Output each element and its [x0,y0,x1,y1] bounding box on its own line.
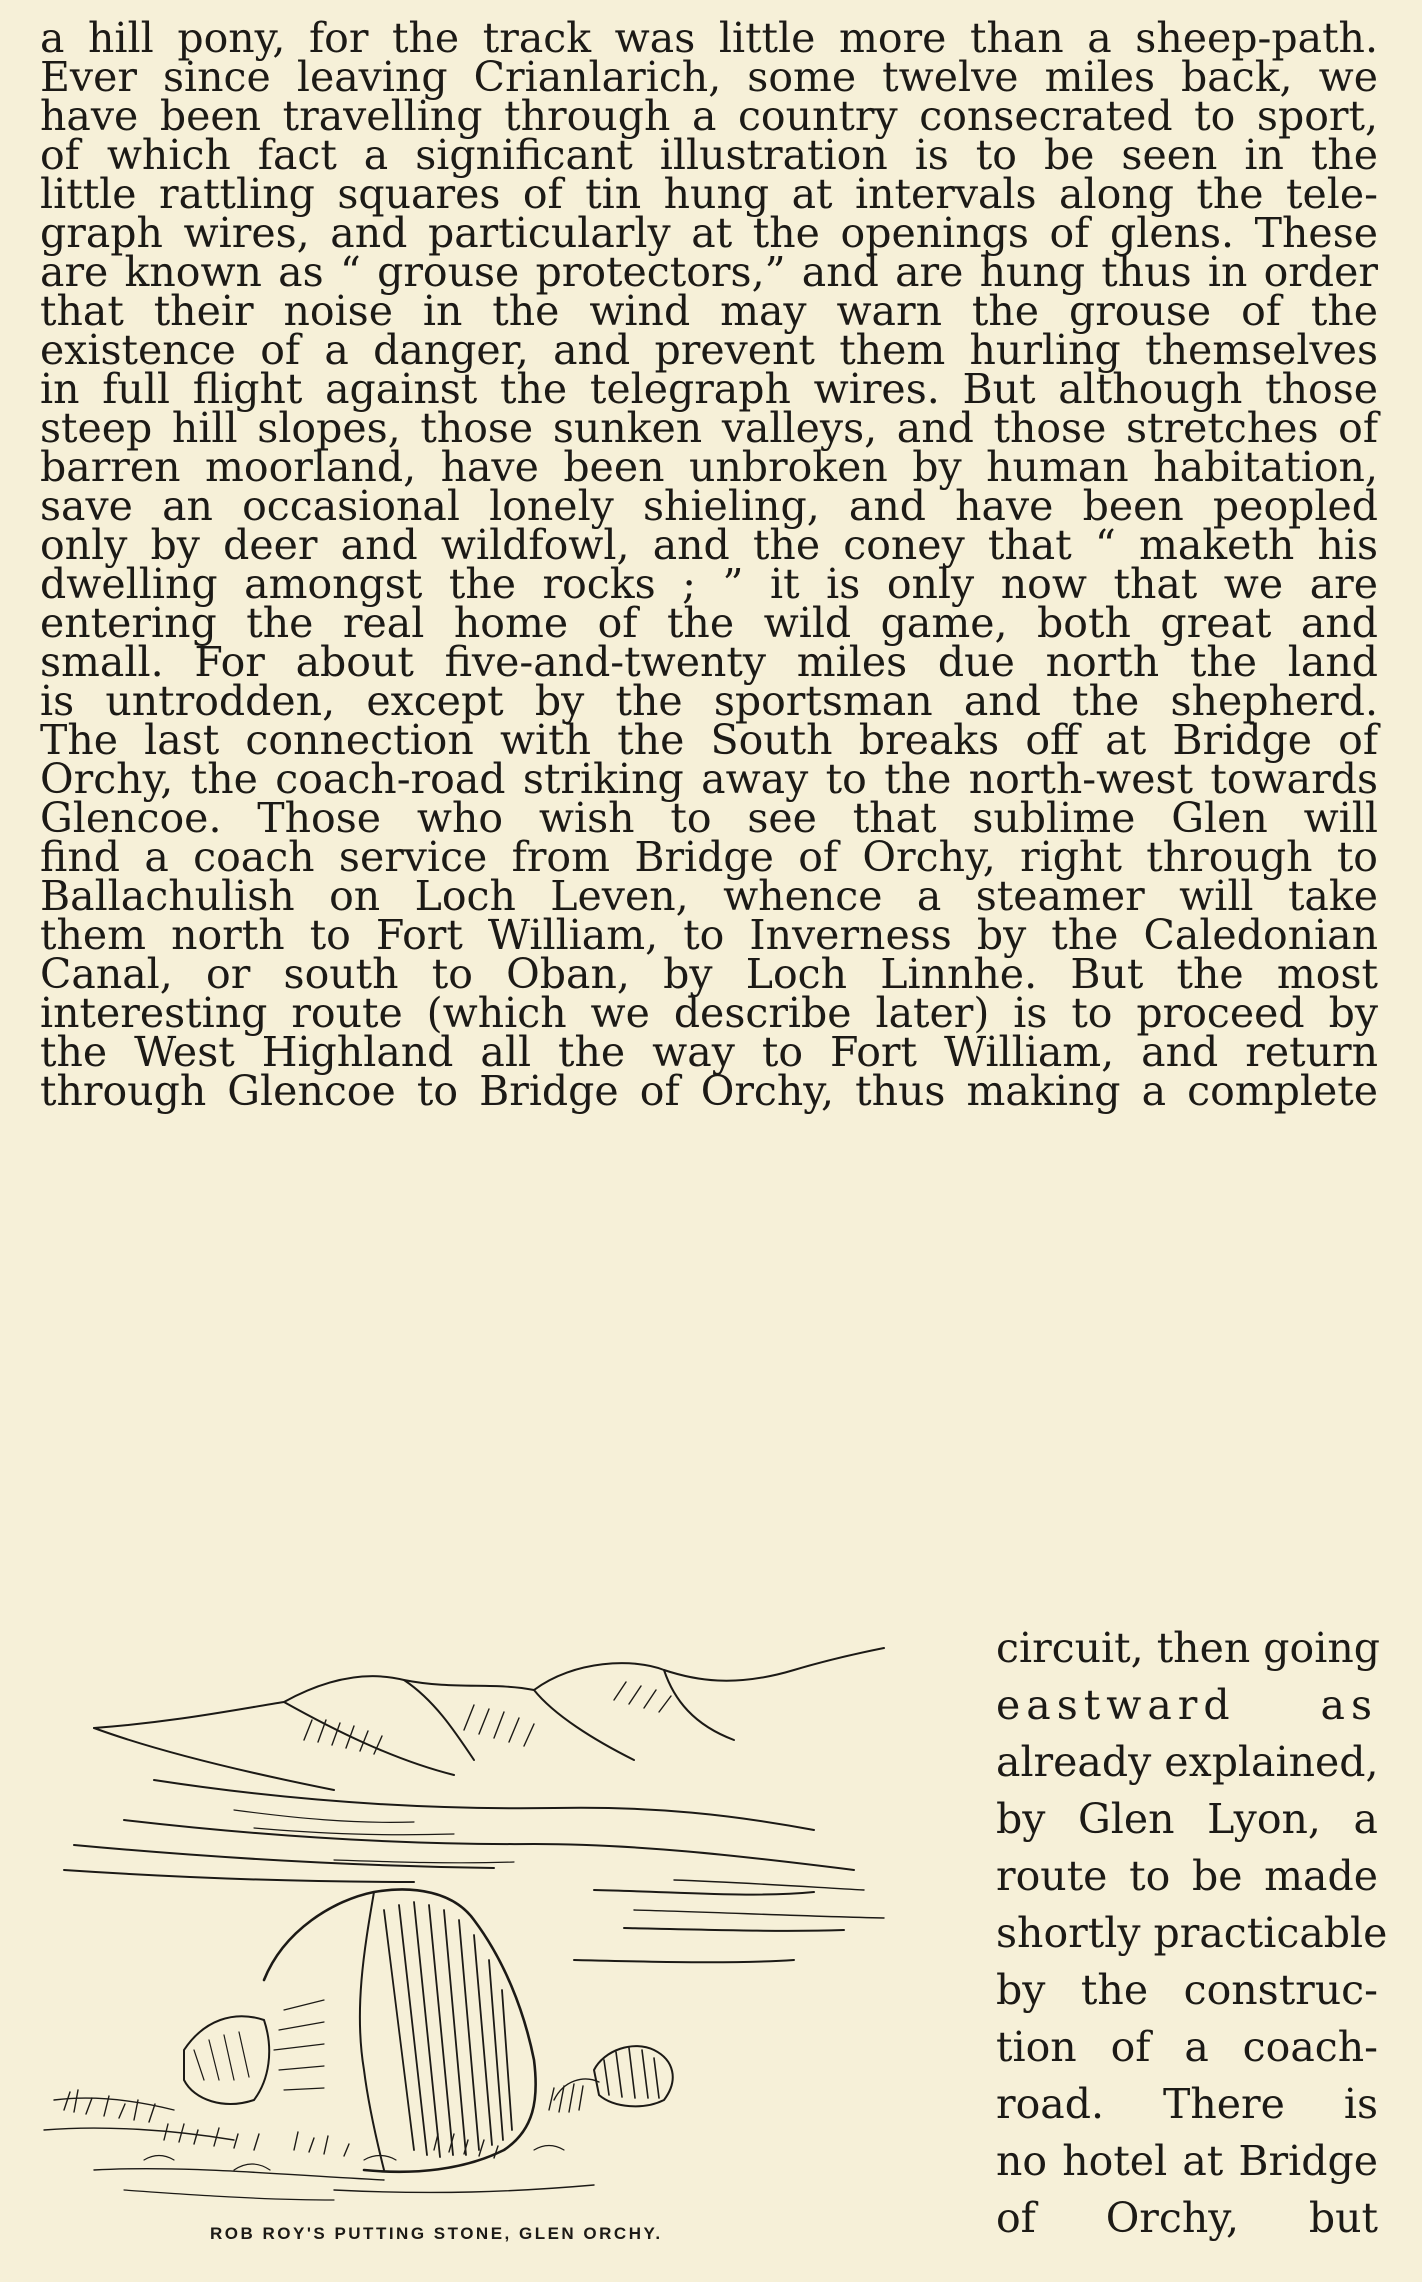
text-line: save an occasional lonely shieling, and have been peopled [40,482,1378,530]
engraving-illustration [34,1630,984,2230]
text-line: Glencoe. Those who wish to see that sublime Glen will [40,794,1378,842]
side-text-line: tion of a coach- [996,2023,1378,2071]
text-line: The last connection with the South breaks off at Bridge of [40,716,1378,764]
text-line: small. For about five-and-twenty miles due north the land [40,638,1378,686]
text-line: dwelling amongst the rocks ; ” it is only now that we are [40,560,1378,608]
figure-caption: ROB ROY'S PUTTING STONE, GLEN ORCHY. [210,2224,663,2243]
text-line: Ever since leaving Crianlarich, some twelve miles back, we [40,53,1378,101]
text-line: the West Highland all the way to Fort William, and return [40,1028,1378,1076]
text-line: have been travelling through a country consecrated to sport, [40,92,1378,140]
text-line: in full flight against the telegraph wires. But although those [40,365,1378,413]
text-line: barren moorland, have been unbroken by human habitation, [40,443,1378,491]
text-line: that their noise in the wind may warn the grouse of the [40,287,1378,335]
landscape-engraving [34,1630,984,2230]
text-line: graph wires, and particularly at the openings of glens. These [40,209,1378,257]
text-line: Ballachulish on Loch Leven, whence a steamer will take [40,872,1378,920]
side-text-line: shortly practicable [996,1909,1388,1957]
text-line: Canal, or south to Oban, by Loch Linnhe. But the most [40,950,1378,998]
text-line: is untrodden, except by the sportsman and the shepherd. [40,677,1378,725]
text-line: steep hill slopes, those sunken valleys, and those stretches of [40,404,1378,452]
text-line: little rattling squares of tin hung at intervals along the tele- [40,170,1378,218]
text-line: of which fact a significant illustration is to be seen in the [40,131,1378,179]
side-text-line: eastward as [996,1681,1378,1729]
side-text-line: by the construc- [996,1966,1378,2014]
side-text-line: circuit, then going [996,1624,1380,1672]
side-text-line: by Glen Lyon, a [996,1795,1378,1843]
text-line: Orchy, the coach-road striking away to the north-west towards [40,755,1378,803]
text-line: a hill pony, for the track was little more than a sheep-path. [40,14,1378,62]
side-text-line: route to be made [996,1852,1378,1900]
side-text-line: road. There is [996,2080,1378,2128]
side-text-line: already explained, [996,1738,1379,1786]
text-line: them north to Fort William, to Inverness by the Caledonian [40,911,1378,959]
text-line: find a coach service from Bridge of Orchy, right through to [40,833,1378,881]
text-line: only by deer and wildfowl, and the coney that “ maketh his [40,521,1378,569]
text-line: entering the real home of the wild game, both great and [40,599,1378,647]
text-line: interesting route (which we describe later) is to proceed by [40,989,1378,1037]
text-line: through Glencoe to Bridge of Orchy, thus making a complete [40,1067,1378,1115]
text-line: existence of a danger, and prevent them hurling themselves [40,326,1378,374]
text-line: are known as “ grouse protectors,” and are hung thus in order [40,248,1378,296]
side-text-line: of Orchy, but [996,2194,1378,2242]
side-text-line: no hotel at Bridge [996,2137,1378,2185]
